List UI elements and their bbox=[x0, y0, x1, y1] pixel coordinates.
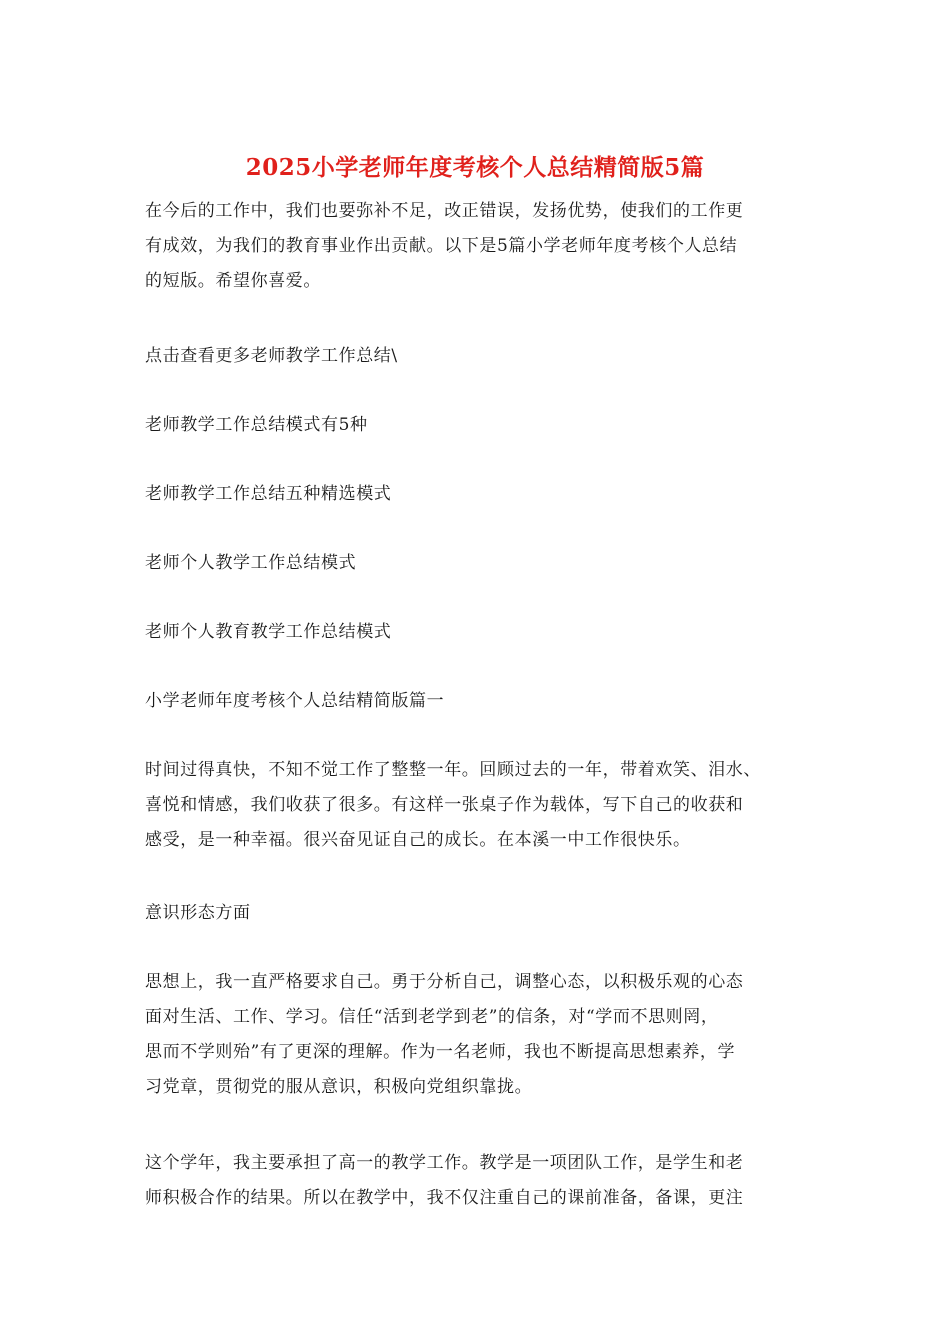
intro-paragraph bbox=[145, 194, 810, 299]
paragraph-line: 习党章，贯彻党的服从意识，积极向党组织靠拢。 bbox=[145, 1077, 533, 1097]
link-text: 老师教学工作总结模式有5种 bbox=[145, 415, 368, 435]
intro-line: 在今后的工作中，我们也要弥补不足，改正错误，发扬优势，使我们的工作更 bbox=[145, 201, 744, 221]
link-personal-teaching-summary[interactable] bbox=[145, 546, 810, 581]
subheading bbox=[145, 896, 810, 931]
document-title: 2025小学老师年度考核个人总结精简版5篇 bbox=[245, 154, 705, 181]
link-summary-five-selected[interactable] bbox=[145, 477, 810, 512]
link-text: 点击查看更多老师教学工作总结\ bbox=[145, 346, 398, 366]
intro-line: 的短版。希望你喜爱。 bbox=[145, 271, 321, 291]
paragraph-line: 师积极合作的结果。所以在教学中，我不仅注重自己的课前准备，备课，更注 bbox=[145, 1188, 744, 1208]
intro-line: 有成效，为我们的教育事业作出贡献。以下是5篇小学老师年度考核个人总结 bbox=[145, 236, 738, 256]
paragraph-line: 思想上，我一直严格要求自己。勇于分析自己，调整心态，以积极乐观的心态 bbox=[145, 972, 744, 992]
subheading-text: 意识形态方面 bbox=[145, 903, 251, 923]
link-text: 老师个人教育教学工作总结模式 bbox=[145, 622, 392, 642]
paragraph-3 bbox=[145, 1146, 810, 1216]
link-summary-five-modes[interactable] bbox=[145, 408, 810, 443]
section-heading-text: 小学老师年度考核个人总结精简版篇一 bbox=[145, 691, 445, 711]
link-text: 老师个人教学工作总结模式 bbox=[145, 553, 357, 573]
paragraph-line: 思而不学则殆”有了更深的理解。作为一名老师，我也不断提高思想素养，学 bbox=[145, 1042, 736, 1062]
paragraph-line: 感受，是一种幸福。很兴奋见证自己的成长。在本溪一中工作很快乐。 bbox=[145, 830, 691, 850]
paragraph-1 bbox=[145, 753, 810, 858]
link-more-summaries[interactable] bbox=[145, 339, 810, 374]
section-heading bbox=[145, 684, 810, 719]
link-text: 老师教学工作总结五种精选模式 bbox=[145, 484, 392, 504]
paragraph-2 bbox=[145, 965, 810, 1105]
paragraph-line: 这个学年，我主要承担了高一的教学工作。教学是一项团队工作，是学生和老 bbox=[145, 1153, 744, 1173]
paragraph-line: 时间过得真快，不知不觉工作了整整一年。回顾过去的一年，带着欢笑、泪水、 bbox=[145, 760, 761, 780]
paragraph-line: 喜悦和情感，我们收获了很多。有这样一张桌子作为载体，写下自己的收获和 bbox=[145, 795, 744, 815]
link-personal-education-summary[interactable] bbox=[145, 615, 810, 650]
paragraph-line: 面对生活、工作、学习。信任“活到老学到老”的信条，对“学而不思则罔， bbox=[145, 1007, 719, 1027]
